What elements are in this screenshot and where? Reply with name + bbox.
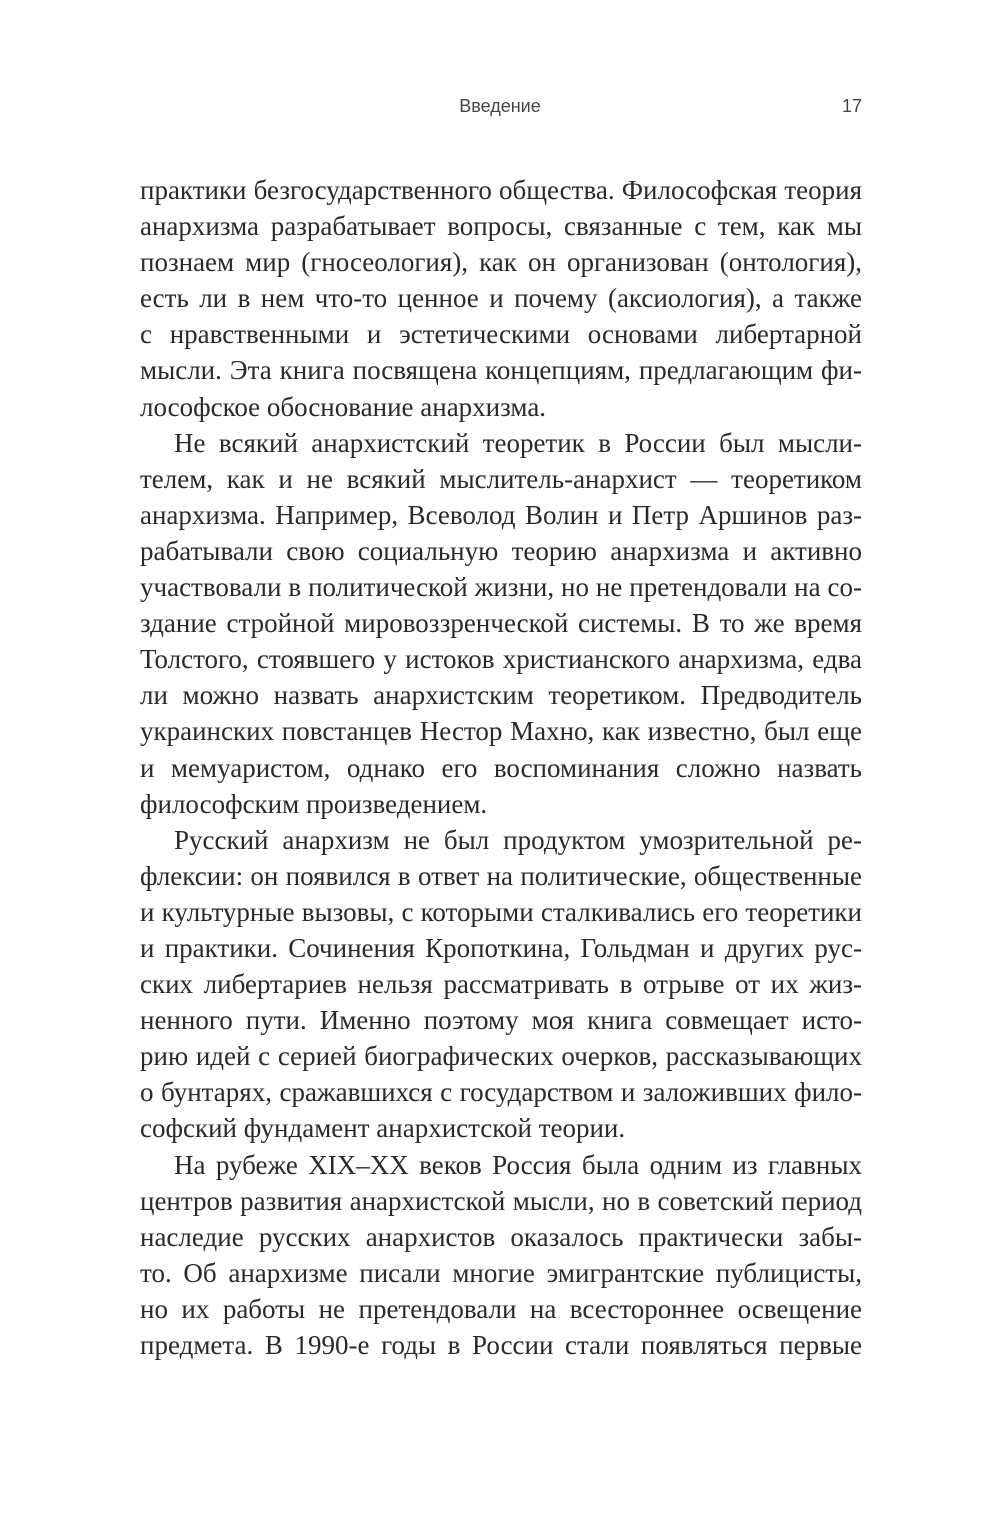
text-line: философским произведением. [140, 788, 488, 819]
text-line: и культурные вызовы, с которыми сталкивались его теоретики [140, 896, 862, 927]
text-line: рабатывали свою социальную теорию анархизма и активно [140, 535, 862, 566]
text-line: и мемуаристом, однако его воспоминания сложно назвать [140, 752, 862, 783]
text-line: участвовали в политической жизни, но не претендовали на со- [140, 572, 862, 603]
paragraph [140, 172, 862, 425]
text-line: флексии: он появился в ответ на политические, общественные [140, 860, 862, 891]
text-line: есть ли в нем что-то ценное и почему (аксиология), а также [140, 283, 862, 314]
text-line: ских либертариев нельзя рассматривать в отрыве от их жиз- [140, 969, 862, 1000]
text-line: На рубеже XIX–XX веков Россия была одним из главных [174, 1149, 862, 1180]
text-line: о бунтарях, сражавшихся с государством и заложивших фило- [140, 1077, 862, 1108]
text-line: Толстого, стоявшего у истоков христианского анархизма, едва [140, 644, 862, 675]
text-line: анархизма. Например, Всеволод Волин и Петр Аршинов раз- [140, 499, 862, 530]
text-line: лософское обоснование анархизма. [140, 391, 547, 422]
text-line: но их работы не претендовали на всестороннее освещение [140, 1293, 862, 1324]
paragraph [140, 1147, 862, 1364]
running-head: Введение [459, 96, 541, 116]
text-line: здание стройной мировоззренческой системы. В то же время [140, 608, 862, 639]
text-line: центров развития анархистской мысли, но в советский период [140, 1185, 862, 1216]
page-number: 17 [841, 96, 862, 116]
text-line: Не всякий анархистский теоретик в России был мысли- [174, 427, 862, 458]
text-line: познаем мир (гносеология), как он организован (онтология), [140, 247, 862, 278]
text-line: практики безгосударственного общества. Философская теория [140, 175, 862, 205]
text-line: с нравственными и эстетическими основами либертарной [140, 319, 862, 350]
text-line: ненного пути. Именно поэтому моя книга совмещает исто- [140, 1005, 862, 1036]
text-line: рию идей с серией биографических очерков, рассказывающих [140, 1041, 862, 1072]
text-line: предмета. В 1990-е годы в России стали появляться первые [140, 1330, 862, 1360]
paragraph [140, 822, 862, 1147]
text-line: ли можно назвать анархистским теоретиком. Предводитель [140, 680, 862, 711]
text-line: то. Об анархизме писали многие эмигрантские публицисты, [140, 1257, 862, 1288]
paragraph [140, 425, 862, 822]
text-line: и практики. Сочинения Кропоткина, Гольдман и других рус- [140, 932, 862, 963]
text-line: анархизма разрабатывает вопросы, связанные с тем, как мы [140, 211, 862, 242]
text-line: наследие русских анархистов оказалось практически забы- [140, 1221, 862, 1252]
text-line: софский фундамент анархистской теории. [140, 1113, 626, 1144]
text-line: украинских повстанцев Нестор Махно, как известно, был еще [140, 716, 862, 747]
text-line: Русский анархизм не был продуктом умозрительной ре- [174, 824, 862, 855]
text-line: мысли. Эта книга посвящена концепциям, предлагающим фи- [140, 355, 862, 386]
text-line: телем, как и не всякий мыслитель-анархист — теоретиком [140, 463, 862, 494]
body-text [140, 172, 862, 1363]
